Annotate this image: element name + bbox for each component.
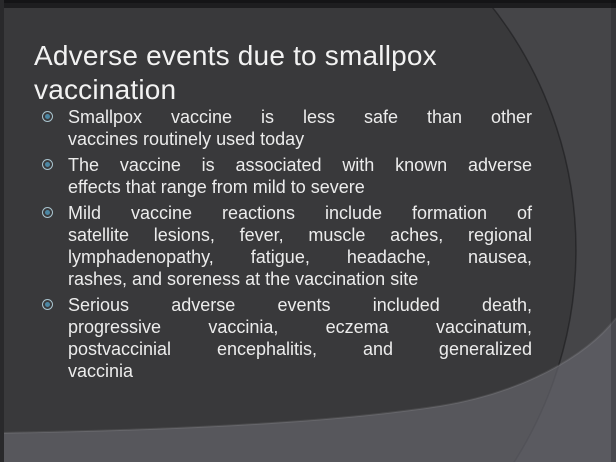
bullet-text-line: Smallpox vaccine is less safe than other <box>68 107 532 127</box>
bullet-dot-icon <box>45 114 50 119</box>
edge-right <box>611 0 616 462</box>
edge-top-dark <box>0 0 616 3</box>
list-item <box>42 202 532 290</box>
edge-left <box>0 0 4 462</box>
bullet-icon <box>42 299 53 310</box>
bullet-marker-column <box>42 294 68 310</box>
bullet-marker-column <box>42 202 68 218</box>
bullet-marker-column <box>42 154 68 170</box>
bullet-text-line: Mild vaccine reactions include formation of <box>68 203 532 223</box>
edge-top <box>0 3 616 8</box>
bullet-text-line: progressive vaccinia, eczema vaccinatum, <box>68 317 532 337</box>
bullet-text-line: satellite lesions, fever, muscle aches, regional <box>68 225 532 245</box>
bullet-text-line: vaccines routinely used today <box>68 129 305 149</box>
list-item <box>42 106 532 150</box>
bullet-icon <box>42 207 53 218</box>
bullet-text-line: lymphadenopathy, fatigue, headache, nausea, <box>68 247 532 267</box>
bullet-text-line: postvaccinial encephalitis, and generalized <box>68 339 532 359</box>
bullet-text-line: effects that range from mild to severe <box>68 177 365 197</box>
bullet-text-line: Serious adverse events included death, <box>68 295 532 315</box>
bullet-text <box>68 202 532 290</box>
bullet-text-line: vaccinia <box>68 361 134 381</box>
bullet-list <box>42 106 532 382</box>
bullet-marker-column <box>42 106 68 122</box>
bullet-text-line: rashes, and soreness at the vaccination site <box>68 269 419 289</box>
bullet-text-line: The vaccine is associated with known adverse <box>68 155 532 175</box>
list-item <box>42 294 532 382</box>
bullet-dot-icon <box>45 162 50 167</box>
page-title: Adverse events due to smallpox vaccination <box>34 39 437 105</box>
bullet-dot-icon <box>45 302 50 307</box>
bullet-text <box>68 154 532 198</box>
bullet-text <box>68 106 532 150</box>
bullet-icon <box>42 111 53 122</box>
list-item <box>42 154 532 198</box>
bullet-icon <box>42 159 53 170</box>
bullet-dot-icon <box>45 210 50 215</box>
bullet-text <box>68 294 532 382</box>
